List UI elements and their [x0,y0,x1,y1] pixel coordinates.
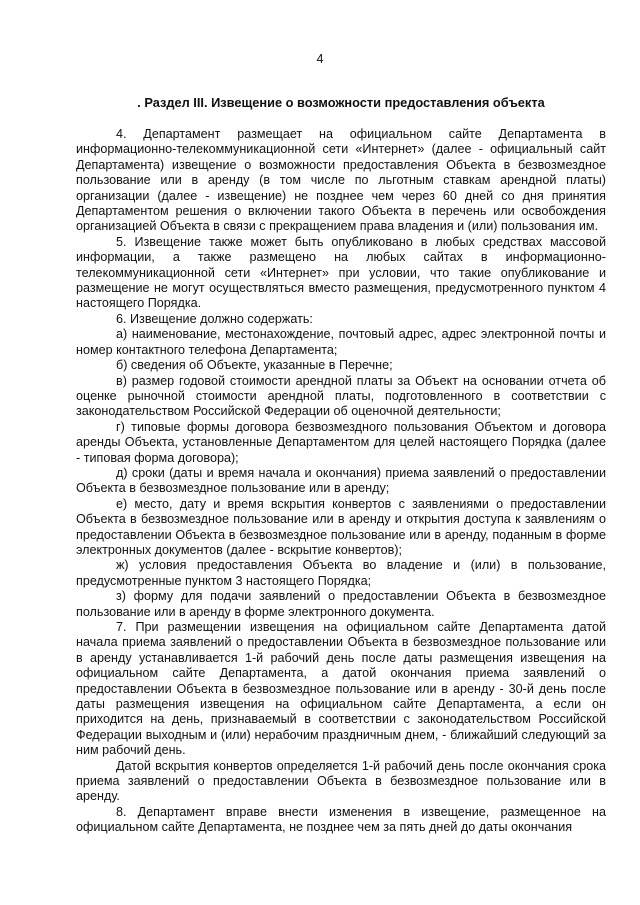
paragraph-subitem-a: а) наименование, местонахождение, почтовый адрес, адрес электронной почты и номер контактного телефона Департамента; [76,327,606,357]
document-body [76,127,606,836]
paragraph-item-7: 7. При размещении извещения на официальном сайте Департамента датой начала приема заявлений о предоставлении Объекта в безвозмездное пользование или в аренду устанавливается 1-й рабочий день после даты размещения извещения на официальном сайте Департамента, а датой окончания приема заявлений о предоставлении Объекта в безвозмездное пользование или в аренду - 30-й день после даты размещения извещения на официальном сайте Департамента, а если он приходится на день, признаваемый в соответствии с законодательством Российской Федерации выходным и (или) нерабочим праздничным днем, - ближайший следующий за ним рабочий день. [76,620,606,758]
paragraph-subitem-g: г) типовые формы договора безвозмездного пользования Объектом и договора аренды Объекта, установленные Департаментом для целей настоящего Порядка (далее - типовая форма договора); [76,419,606,465]
paragraph-subitem-z: з) форму для подачи заявлений о предоставлении Объекта в безвозмездное пользование или в аренду в форме электронного документа. [76,589,606,619]
paragraph-subitem-d: д) сроки (даты и время начала и окончания) приема заявлений о предоставлении Объекта в безвозмездное пользование или в аренду; [76,465,606,496]
paragraph-subitem-v: в) размер годовой стоимости арендной платы за Объект на основании отчета об оценке рыночной стоимости арендной платы, подготовленного в соответствии с законодательством Российской Федерации об оценочной деятельности; [76,373,606,419]
paragraph-subitem-e: е) место, дату и время вскрытия конвертов с заявлениями о предоставлении Объекта в безвозмездное пользование или в аренду и открытия доступа к заявлениям о предоставлении Объекта в безвозмездное пользование или в аренду, поданным в форме электронных документов (далее - вскрытие конвертов); [76,496,606,557]
section-heading: . Раздел III. Извещение о возможности предоставления объекта [137,95,545,110]
paragraph-item-5: 5. Извещение также может быть опубликовано в любых средствах массовой информации, а также размещено на любых сайтах в информационно-телекоммуникационной сети «Интернет» при условии, что такие опубликование и размещение не могут осуществляться вместо размещения, предусмотренного пунктом 4 настоящего Порядка. [76,234,606,311]
paragraph-item-6: 6. Извещение должно содержать: [116,311,313,326]
paragraph-item-4: 4. Департамент размещает на официальном сайте Департамента в информационно-телекоммуникационной сети «Интернет» (далее - официальный сайт Департамента) извещение о возможности предоставления Объекта в безвозмездное пользование или в аренду (в том числе по льготным ставкам арендной платы) организации (далее - извещение) не позднее чем через 60 дней со дня принятия Департаментом решения о включении такого Объекта в перечень или освобождения организацией Объекта в связи с прекращением права владения и (или) пользования им. [76,127,606,234]
paragraph-item-7-continued: Датой вскрытия конвертов определяется 1-й рабочий день после окончания срока приема заявлений о предоставлении Объекта в безвозмездное пользование или в аренду. [76,758,606,804]
paragraph-subitem-zh: ж) условия предоставления Объекта во владение и (или) в пользование, предусмотренные пунктом 3 настоящего Порядка; [76,558,606,588]
paragraph-subitem-b: б) сведения об Объекте, указанные в Перечне; [116,358,393,373]
paragraph-item-8: 8. Департамент вправе внести изменения в извещение, размещенное на официальном сайте Департамента, не позднее чем за пять дней до даты окончания [76,804,606,835]
page-number: 4 [316,52,324,66]
